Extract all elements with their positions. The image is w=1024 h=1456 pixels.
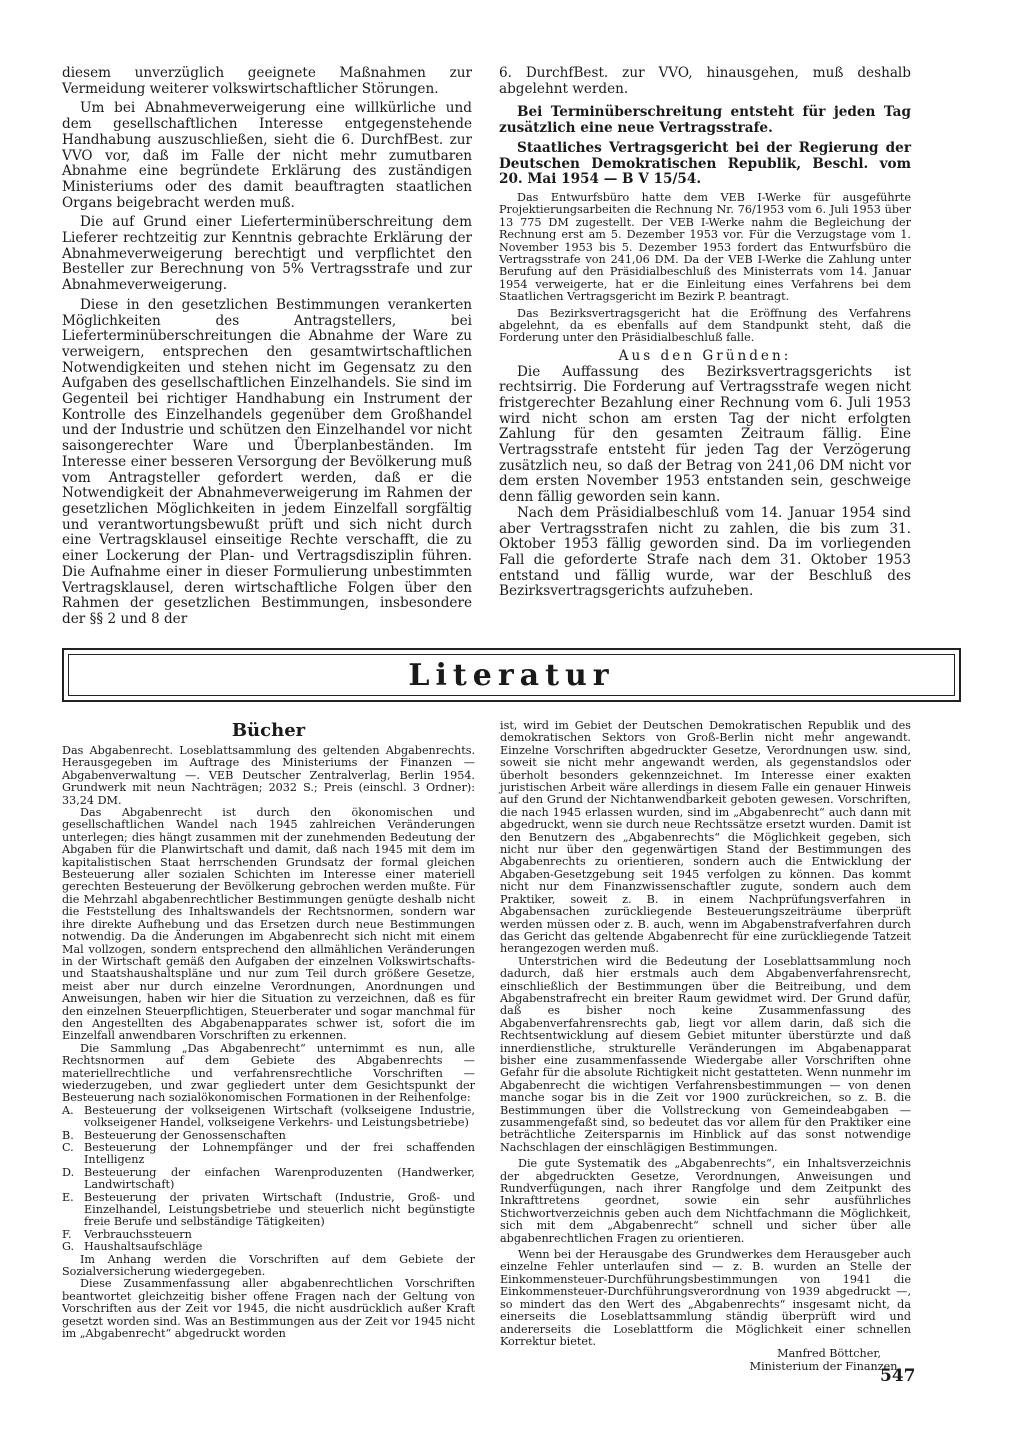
list-item: G. Haushaltsaufschläge [62,1240,203,1254]
list-item: D. Besteuerung der einfachen Warenproduzenten (Handwerker, Landwirtschaft) [62,1165,475,1192]
paragraph: Das Abgabenrecht ist durch den ökonomischen und gesellschaftlichen Wandel nach 1945 zahlreichen Veränderungen unterlegen; dies hängt zusammen mit der zunehmenden Bedeutung der Abgaben für die Planwirtschaft und damit, daß nach 1945 mit dem im kapitalistischen Staat herrschenden Grundsatz der formal gleichen Besteuerung aller sozialen Schichten im Interesse einer materiell gerechten Besteuerung der Bevölkerung gebrochen werden mußte. Für die Mehrzahl abgabenrechtlicher Bestimmungen genügte deshalb nicht die Feststellung des Inhaltswandels der Rechtsnormen, sondern war ihre direkte Aufhebung und das Ersetzen durch neue Bestimmungen notwendig. Da die Änderungen im Abgabenrecht sich nicht mit einem Mal vollzogen, sondern entsprechend den allmählichen Veränderungen in der Wirtschaft gemäß den Aufgaben der einzelnen Volkswirtschafts- und Staatshaushaltspläne und nur zum Teil durch größere Gesetze, meist aber nur durch einzelne Verordnungen, Anordnungen und Anweisungen, haben wir hier die Situation zu verzeichnen, daß es für den einzelnen Steuerpflichtigen, Steuerberater und sogar manchmal für den Angestellten des Abgabenapparates schwer ist, sofort die im Einzelfall anwendbaren Vorschriften zu erkennen. [62,806,475,1043]
section-header-box [62,648,961,702]
books-heading: Bücher [231,720,306,741]
facts-paragraph: Das Entwurfsbüro hatte dem VEB I-Werke für ausgeführte Projektierungsarbeiten die Rechnung Nr. 76/1953 vom 6. Juli 1953 über 13 775 DM zugestellt. Der VEB I-Werke nahm die Begleichung der Rechnung erst am 5. Dezember 1953 vor. Für die Verzugstage vom 1. November 1953 bis 5. Dezember 1953 fordert das Entwurfsbüro die Vertragsstrafe von 241,06 DM. Da der VEB I-Werke die Zahlung unter Berufung auf den Präsidialbeschluß des Ministerrats vom 14. Januar 1954 verweigerte, hat er die Einleitung eines Verfahrens bei dem Staatlichen Vertragsgericht im Bezirk P. beantragt. [499,190,911,304]
paragraph: Nach dem Präsidialbeschluß vom 14. Januar 1954 sind aber Vertragsstrafen nicht zu zahlen, die bis zum 31. Oktober 1953 fällig geworden sind. Da im vorliegenden Fall die geforderte Strafe nach dem 31. Oktober 1953 entstand und fällig wurde, war der Beschluß des Bezirksvertragsgerichts aufzuheben. [499,504,911,600]
paragraph: Im Anhang werden die Vorschriften auf dem Gebiete der Sozialversicherung wiedergegeben. [62,1252,475,1279]
paragraph: ist, wird im Gebiet der Deutschen Demokratischen Republik und des demokratischen Sektors von Groß-Berlin nicht mehr angewandt. Einzelne Vorschriften abgedruckter Gesetze, Verordnungen usw. sind, soweit sie nicht mehr angewandt werden, als gegenstandslos oder überholt besonders gekennzeichnet. Im Interesse einer exakten juristischen Arbeit wäre allerdings in diesem Falle ein genauer Hinweis auf den Grund der Nichtanwendbarkeit geboten gewesen. Vorschriften, die nach 1945 erlassen wurden, sind im „Abgabenrecht“ auch dann mit abgedruckt, wenn sie durch neue Rechtssätze ersetzt wurden. Damit ist den Benutzern des „Abgabenrechts“ die Möglichkeit gegeben, sich nicht nur über den gegenwärtigen Stand der Bestimmungen des Abgabenrechts zu orientieren, sondern auch die Entwicklung der Abgaben-Gesetzgebung seit 1945 verfolgen zu können. Das kommt nicht nur dem Finanzwissenschaftler zugute, sondern auch dem Praktiker, soweit z. B. in einem Nachprüfungsverfahren in Abgabensachen zurückliegende Besteuerungszeiträume überprüft werden müssen oder z. B. auch, wenn im Abgabenstrafverfahren durch das Gericht das geltende Abgabenrecht für eine zurückliegende Tatzeit herangezogen werden muß. [500,719,911,956]
paragraph: Die auf Grund einer Lieferterminüberschreitung dem Lieferer rechtzeitig zur Kenntnis gebrachte Erklärung der Abnahmeverweigerung berechtigt und verpflichtet den Besteller zur Berechnung von 5% Vertragsstrafe und zur Abnahmeverweigerung. [62,214,472,294]
upper-right-column [499,66,911,600]
list-item: A. Besteuerung der volkseigenen Wirtschaft (volkseigene Industrie, volkseigener Handel, volkseigene Verkehrs- und Leistungsbetriebe) [62,1103,475,1130]
list-item: F. Verbrauchssteuern [62,1227,192,1241]
paragraph: Unterstrichen wird die Bedeutung der Loseblattsammlung noch dadurch, daß hier erstmals auch dem Abgabenverfahrensrecht, einschließlich der Bestimmungen über die Beitreibung, und dem Abgabenstrafrecht ein breiter Raum gewidmet wird. Der Grund dafür, daß es bisher noch keine Zusammenfassung des Abgabenverfahrensrechts gab, liegt vor allem darin, daß sich die Rechtsentwicklung auf diesem Gebiet mitunter überstürzte und daß innerdienstliche, strukturelle Veränderungen im Abgabenapparat bisher eine zusammenfassende Wiedergabe aller Vorschriften ohne Gefahr für die absolute Richtigkeit nicht gestatteten. Wenn nunmehr im Abgabenrecht die wichtigen Verfahrensbestimmungen — von denen manche sogar bis in die Zeit vor 1900 zurückreichen, so z. B. die Bestimmungen über die Vollstreckung von Gemeindeabgaben — zusammengefaßt sind, so bedeutet das vor allem für den Praktiker eine beträchtliche Zeitersparnis im Hinblick auf das sonst notwendige Nachschlagen der einschlägigen Bestimmungen. [500,954,911,1154]
lower-left-column [62,720,475,1341]
author-affiliation: Ministerium der Finanzen. [749,1359,901,1373]
author-name: Manfred Böttcher, [777,1347,881,1361]
list-item: B. Besteuerung der Genossenschaften [62,1128,286,1142]
paragraph: Wenn bei der Herausgabe des Grundwerkes dem Herausgeber auch einzelne Fehler unterlaufen sind — z. B. wurden an Stelle der Einkommensteuer-Durchführungsbestimmungen von 1941 die Einkommensteuer-Durchführungsverordnung von 1939 abgedruckt —, so mindert das den Wert des „Abgabenrechts“ insgesamt nicht, da einerseits die Loseblattsammlung ständig überprüft wird und andererseits die Loseblattform die Möglichkeit einer schnellen Korrektur bietet. [500,1248,911,1348]
lower-right-column [500,720,911,1373]
paragraph: 6. DurchfBest. zur VVO, hinausgehen, muß deshalb abgelehnt werden. [499,65,911,97]
court-reference: Staatliches Vertragsgericht bei der Regierung der Deutschen Demokratischen Republik, Beschl. vom 20. Mai 1954 — B V 15/54. [499,139,911,188]
paragraph: Die Sammlung „Das Abgabenrecht“ unternimmt es nun, alle Rechtsnormen auf dem Gebiete des Abgabenrechts — materiellrechtliche und verfahrensrechtliche Vorschriften — wiederzugeben, und zwar gegliedert unter dem Gesichtspunkt der Besteuerung nach sozialökonomischen Formationen in der Reihenfolge: [62,1041,475,1105]
paragraph: Diese in den gesetzlichen Bestimmungen verankerten Möglichkeiten des Antragstellers, bei Lieferterminüberschreitungen die Abnahme der Ware zu verweigern, entsprechen den gesamtwirtschaftlichen Notwendigkeiten und stehen nicht im Gegensatz zu den Aufgaben des gesellschaftlichen Einzelhandels. Sie sind im Gegenteil bei richtiger Handhabung ein Instrument der Kontrolle des Einzelhandels gegenüber dem Großhandel und der Industrie und schützen den Einzelhandel vor nicht saisongerechter Ware und Überplanbeständen. Im Interesse einer besseren Versorgung der Bevölkerung muß vom Antragsteller gefordert werden, daß er die Notwendigkeit der Abnahmeverweigerung im Rahmen der gesetzlichen Möglichkeiten in jedem Einzelfall sorgfältig und verantwortungsbewußt prüft und sich nicht durch eine Vertragsklausel einseitige Rechte verschafft, die zu einer Lockerung der Plan- und Vertragsdisziplin führen. Die Aufnahme einer in dieser Formulierung unbestimmten Vertragsklausel, deren wirtschaftliche Folgen über den Rahmen der gesetzlichen Bestimmungen, insbesondere der §§ 2 und 8 der [62,296,472,627]
page-number: 547 [880,1366,916,1386]
list-item: E. Besteuerung der privaten Wirtschaft (Industrie, Groß- und Einzelhandel, Leistungsbetriebe und steuerlich nicht begünstigte freie Berufe und selbständige Tätigkeiten) [62,1190,475,1229]
paragraph: Um bei Abnahmeverweigerung eine willkürliche und dem gesellschaftlichen Interesse entgegenstehende Handhabung auszuschließen, sieht die 6. DurchfBest. zur VVO vor, daß im Falle der nicht mehr zumutbaren Abnahme eine begründete Erklärung des zuständigen Ministeriums oder des damit beauftragten staatlichen Organs beigebracht werden muß. [62,100,472,211]
headnote: Bei Terminüberschreitung entsteht für jeden Tag zusätzlich eine neue Vertragsstrafe. [499,104,911,137]
bibliography-entry: Das Abgabenrecht. Loseblattsammlung des geltenden Abgabenrechts. Herausgegeben im Auftrage des Ministeriums der Finanzen — Abgabenverwaltung —. VEB Deutscher Zentralverlag, Berlin 1954. Grundwerk mit neun Nachträgen; 2032 S.; Preis (einschl. 3 Ordner): 33,24 DM. [62,744,475,807]
list-item: C. Besteuerung der Lohnempfänger und der frei schaffenden Intelligenz [62,1141,475,1167]
paragraph: diesem unverzüglich geeignete Maßnahmen zur Vermeidung weiterer volkswirtschaftlicher Störungen. [62,65,472,97]
facts-paragraph: Das Bezirksvertragsgericht hat die Eröffnung des Verfahrens abgelehnt, da es ebenfalls auf dem Standpunkt steht, daß die Forderung unter den Präsidialbeschluß falle. [499,306,911,345]
upper-left-column [62,66,472,628]
paragraph: Diese Zusammenfassung aller abgabenrechtlichen Vorschriften beantwortet gleichzeitig bisher offene Fragen nach der Geltung von Vorschriften aus der Zeit vor 1945, die nicht ausdrücklich außer Kraft gesetzt worden sind. Was an Bestimmungen aus der Zeit vor 1945 nicht im „Abgabenrecht“ abgedruckt worden [62,1277,475,1341]
paragraph: Die Auffassung des Bezirksvertragsgerichts ist rechtsirrig. Die Forderung auf Vertragsstrafe wegen nicht fristgerechter Bezahlung einer Rechnung vom 6. Juli 1953 wird nicht schon am ersten Tag der nicht erfolgten Zahlung für den gesamten Zeitraum fällig. Eine Vertragsstrafe entsteht für jeden Tag der Verzögerung zusätzlich neu, so daß der Betrag von 241,06 DM nicht vor dem ersten November 1953 entstanden sein, geschweige denn fällig geworden sein kann. [499,363,911,506]
section-title: Literatur [408,658,615,693]
paragraph: Die gute Systematik des „Abgabenrechts“, ein Inhaltsverzeichnis der abgedruckten Gesetze, Verordnungen, Anweisungen und Rundverfügungen, nach ihrer Rangfolge und dem Zeitpunkt des Inkrafttretens geordnet, sowie ein sehr ausführliches Stichwortverzeichnis geben auch dem Nichtfachmann die Möglichkeit, sich mit dem „Abgabenrecht“ schnell und sicher über alle abgabenrechtlichen Fragen zu orientieren. [500,1157,911,1245]
formation-list [62,1105,475,1254]
reasons-heading: Aus den Gründen: [618,347,792,364]
